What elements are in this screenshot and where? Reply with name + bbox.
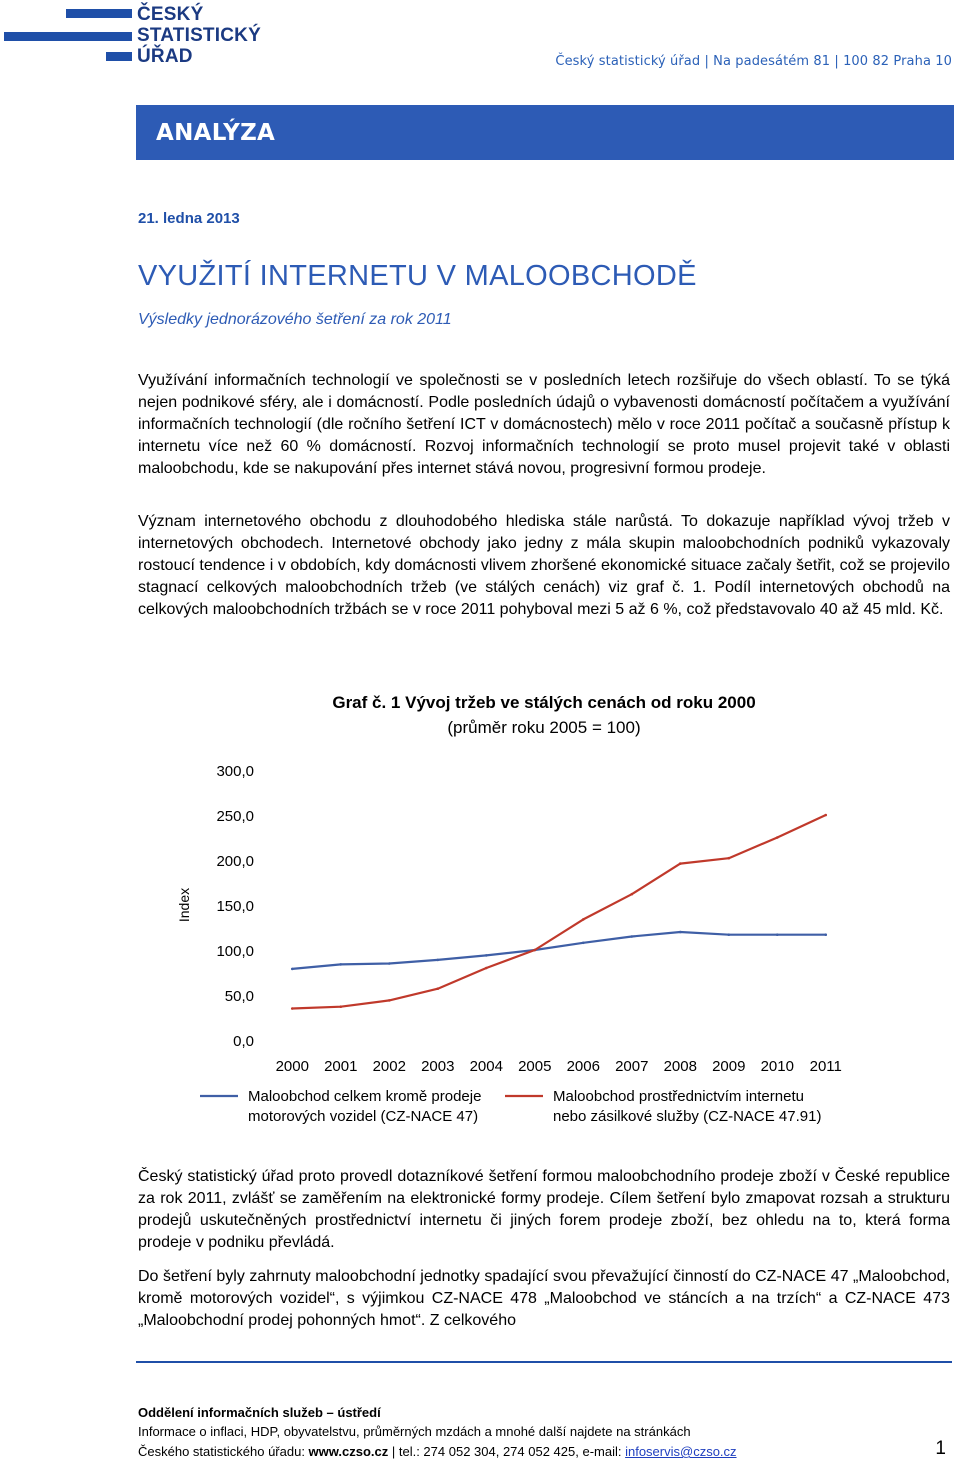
footer-phone: | tel.: 274 052 304, 274 052 425, e-mail: bbox=[388, 1444, 626, 1459]
office-address: Český statistický úřad | Na padesátém 81 | 100 82 Praha 10 bbox=[555, 54, 952, 69]
x-tick-label: 2002 bbox=[372, 1058, 406, 1075]
series-2-point bbox=[533, 949, 536, 952]
x-tick-label: 2008 bbox=[663, 1058, 697, 1075]
logo-line-1: ČESKÝ bbox=[137, 4, 204, 25]
y-tick-label: 150,0 bbox=[216, 898, 254, 915]
series-2-point bbox=[630, 893, 633, 896]
series-1-point bbox=[630, 935, 633, 938]
series-2-point bbox=[436, 987, 439, 990]
legend-label-1: Maloobchod celkem kromě prodeje bbox=[248, 1088, 482, 1105]
series-2-point bbox=[485, 967, 488, 970]
x-tick-label: 2005 bbox=[518, 1058, 552, 1075]
line-chart bbox=[160, 750, 880, 1150]
footer-info: Informace o inflaci, HDP, obyvatelstvu, průměrných mzdách a mnohé další najdete na stránkách bbox=[138, 1424, 691, 1439]
x-tick-label: 2004 bbox=[469, 1058, 503, 1075]
series-2-point bbox=[388, 999, 391, 1002]
series-1-point bbox=[485, 954, 488, 957]
series-1-point bbox=[339, 963, 342, 966]
footer-divider bbox=[136, 1361, 952, 1363]
chart-caption bbox=[138, 690, 950, 740]
logo-wordmark bbox=[137, 4, 261, 67]
series-1-point bbox=[679, 931, 682, 934]
csu-logo bbox=[0, 0, 270, 72]
logo-line-2: STATISTICKÝ bbox=[137, 25, 261, 46]
logo-line-3: ÚŘAD bbox=[137, 46, 193, 67]
legend-label-2: Maloobchod prostřednictvím internetu bbox=[553, 1088, 804, 1105]
paragraph-scope: Do šetření byly zahrnuty maloobchodní jednotky spadající svou převažující činností do CZ-NACE 47 „Maloobchod, kromě motorových vozidel“, s výjimkou CZ-NACE 478 „Maloobchod ve stáncích a na trzích“ a CZ-NACE 473 „Maloobchodní prodej pohonných hmot“. Z celkového bbox=[138, 1268, 950, 1329]
series-1-point bbox=[776, 933, 779, 936]
chart-subtitle: (průměr roku 2005 = 100) bbox=[447, 718, 641, 737]
y-tick-label: 250,0 bbox=[216, 808, 254, 825]
series-1-point bbox=[582, 942, 585, 945]
series-2-point bbox=[582, 918, 585, 921]
x-tick-label: 2000 bbox=[275, 1058, 309, 1075]
series-1-point bbox=[824, 933, 827, 936]
publication-date: 21. ledna 2013 bbox=[138, 210, 240, 227]
footer-contact bbox=[138, 1444, 737, 1459]
banner-label: ANALÝZA bbox=[156, 120, 276, 146]
series-2-point bbox=[727, 857, 730, 860]
chart-svg bbox=[160, 750, 880, 1150]
series-1-point bbox=[436, 959, 439, 962]
footer-department: Oddělení informačních služeb – ústředí bbox=[138, 1405, 381, 1420]
series-2-point bbox=[679, 862, 682, 865]
series-line-2 bbox=[292, 815, 826, 1009]
series-2-point bbox=[776, 836, 779, 839]
footer-email-link[interactable]: infoservis@czso.cz bbox=[625, 1444, 737, 1459]
legend-label-1: motorových vozidel (CZ-NACE 47) bbox=[248, 1108, 479, 1125]
series-1-point bbox=[388, 962, 391, 965]
y-tick-label: 200,0 bbox=[216, 853, 254, 870]
analysis-banner bbox=[136, 105, 954, 160]
x-tick-label: 2009 bbox=[712, 1058, 746, 1075]
x-tick-label: 2010 bbox=[760, 1058, 794, 1075]
chart-title: Graf č. 1 Vývoj tržeb ve stálých cenách od roku 2000 bbox=[332, 693, 756, 712]
page-title: VYUŽITÍ INTERNETU V MALOOBCHODĚ bbox=[138, 260, 697, 292]
x-tick-label: 2003 bbox=[421, 1058, 455, 1075]
series-1-point bbox=[727, 933, 730, 936]
paragraph-survey: Český statistický úřad proto provedl dotazníkové šetření formou maloobchodního prodeje zboží v České republice za rok 2011, zvlášť se zaměřením na elektronické formy prodeje. Cílem šetření bylo zmapovat rozsah a strukturu prodejů uskutečněných prostřednictví internetu či jiných forem prodeje zboží, bez ohledu na to, která forma prodeje v podniku převládá. bbox=[138, 1168, 950, 1251]
paragraph-intro: Využívání informačních technologií ve společnosti se v posledních letech rozšiřuje do všech oblastí. To se týká nejen podnikové sféry, ale i domácností. Podle posledních údajů o vybavenosti domácností počítačem a využívání informačních technologií (dle ročního šetření ICT v domácnostech) mělo v roce 2011 počítač a současně přístup k internetu více než 60 % domácností. Rozvoj informačních technologií se proto musel projevit také v oblasti maloobchodu, kde se nakupování přes internet stává novou, progresivní formou prodeje. bbox=[138, 372, 950, 477]
series-2-point bbox=[339, 1005, 342, 1008]
page-subtitle: Výsledky jednorázového šetření za rok 2011 bbox=[138, 311, 452, 328]
y-tick-label: 50,0 bbox=[224, 988, 254, 1005]
footer-web-link[interactable]: www.czso.cz bbox=[308, 1444, 389, 1459]
page-number: 1 bbox=[935, 1438, 946, 1459]
x-tick-label: 2006 bbox=[566, 1058, 600, 1075]
series-2-point bbox=[824, 814, 827, 817]
paragraph-internet-trade: Význam internetového obchodu z dlouhodobého hlediska stále narůstá. To dokazuje například vývoj tržeb v internetových obchodech. Internetové obchody jako jedny z mála skupin maloobchodních podniků vykazovaly rostoucí tendence i v obdobích, kdy domácnosti vlivem zhoršené ekonomické situace začaly šetřit, což se projevilo stagnací celkových maloobchodních tržeb (ve stálých cenách) viz graf č. 1. Podíl internetových obchodů na celkových maloobchodních tržbách se v roce 2011 pohyboval mezi 5 až 6 %, což představovalo 40 až 45 mld. Kč. bbox=[138, 513, 950, 618]
legend-label-2: nebo zásilkové služby (CZ-NACE 47.91) bbox=[553, 1108, 822, 1125]
series-1-point bbox=[291, 968, 294, 971]
logo-bars-icon bbox=[0, 0, 135, 72]
x-tick-label: 2011 bbox=[809, 1058, 842, 1075]
y-tick-label: 100,0 bbox=[216, 943, 254, 960]
series-2-point bbox=[291, 1007, 294, 1010]
y-tick-label: 300,0 bbox=[216, 763, 254, 780]
x-tick-label: 2007 bbox=[615, 1058, 649, 1075]
y-axis-label: Index bbox=[176, 887, 192, 923]
footer-prefix: Českého statistického úřadu: bbox=[138, 1444, 309, 1459]
y-tick-label: 0,0 bbox=[233, 1033, 254, 1050]
x-tick-label: 2001 bbox=[324, 1058, 358, 1075]
series-line-1 bbox=[292, 932, 826, 969]
